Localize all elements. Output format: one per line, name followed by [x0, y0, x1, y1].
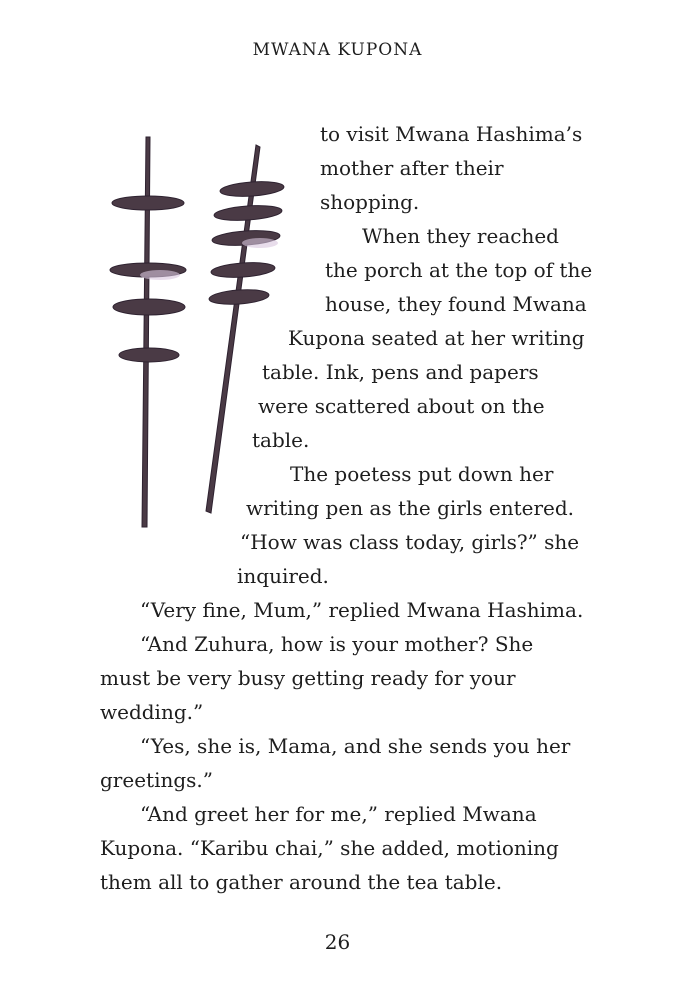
- text-line: to visit Mwana Hashima’s: [320, 122, 583, 146]
- text-line: the porch at the top of the: [325, 258, 593, 282]
- running-header: MWANA KUPONA: [252, 40, 423, 60]
- text-line: “Yes, she is, Mama, and she sends you her: [140, 734, 571, 758]
- page-number: 26: [324, 930, 351, 954]
- text-line: “Very fine, Mum,” replied Mwana Hashima.: [140, 598, 584, 622]
- text-line: Kupona seated at her writing: [288, 326, 585, 350]
- text-line: table.: [252, 428, 310, 452]
- text-line: writing pen as the girls entered.: [246, 496, 575, 520]
- text-line: table. Ink, pens and papers: [262, 360, 539, 384]
- text-line: mother after their: [320, 156, 504, 180]
- text-line: When they reached: [362, 224, 559, 248]
- text-line: shopping.: [320, 190, 420, 214]
- text-line: The poetess put down her: [290, 462, 554, 486]
- text-line: house, they found Mwana: [325, 292, 587, 316]
- text-line: inquired.: [237, 564, 329, 588]
- text-line: “How was class today, girls?” she: [240, 530, 580, 554]
- text-line: Kupona. “Karibu chai,” she added, motioning: [100, 836, 559, 860]
- text-line: must be very busy getting ready for your: [100, 666, 516, 690]
- text-line: wedding.”: [100, 700, 204, 724]
- text-line: were scattered about on the: [258, 394, 545, 418]
- text-line: “And greet her for me,” replied Mwana: [140, 802, 537, 826]
- text-line: them all to gather around the tea table.: [100, 870, 503, 894]
- text-line: greetings.”: [100, 768, 213, 792]
- text-line: “And Zuhura, how is your mother? She: [140, 632, 534, 656]
- illustration-reed-sticks: [100, 125, 310, 535]
